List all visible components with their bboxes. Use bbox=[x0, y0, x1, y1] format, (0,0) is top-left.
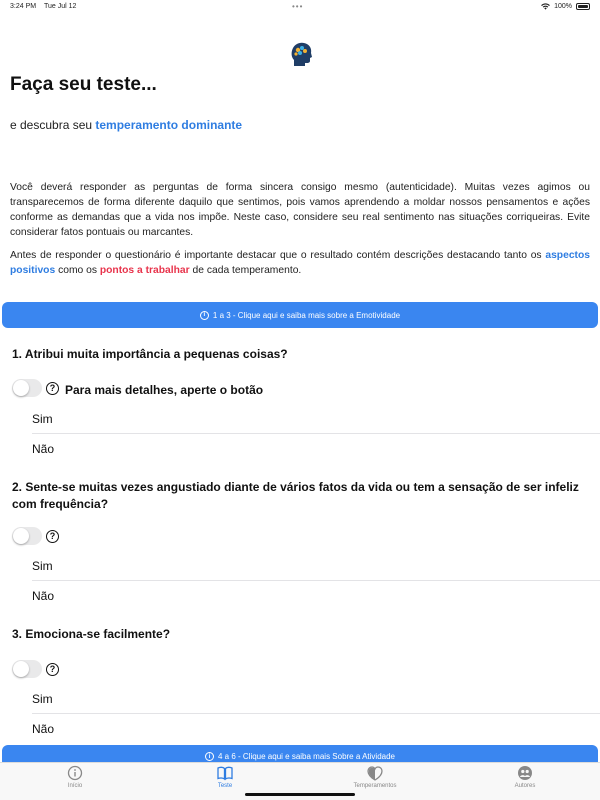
tab-inicio[interactable] bbox=[0, 763, 150, 800]
status-right bbox=[541, 3, 590, 10]
intro-paragraph-1: Você deverá responder as perguntas de forma sincera consigo mesmo (autenticidade). Muitas vezes agimos ou transparecemos de forma diferente daquilo que sentimos, pois vamos aprendendo a moldar nossos pensamentos e ações conforme as demandas que a vida nos impõe. Neste caso, considere seu real sentimento nas situações corriqueiras. Evite considerar fatos pontuais ou marcantes. bbox=[10, 182, 590, 238]
question-3: 3. Emociona-se facilmente? bbox=[12, 627, 171, 641]
status-time: 3:24 PM bbox=[10, 3, 37, 10]
toggle-hint-label: Para mais detalhes, aperte o botão bbox=[65, 383, 264, 397]
question-2-option-sim[interactable]: Sim bbox=[32, 552, 600, 581]
subtitle-prefix: e descubra seu bbox=[10, 118, 96, 132]
temperamento-dominante-link: temperamento dominante bbox=[95, 118, 243, 132]
question-1: 1. Atribui muita importância a pequenas coisas? bbox=[12, 347, 288, 361]
question-mark-icon: ? bbox=[46, 663, 59, 676]
question-3-details-toggle[interactable] bbox=[12, 660, 42, 678]
info-icon bbox=[67, 765, 83, 781]
people-icon bbox=[517, 765, 533, 781]
question-2-option-nao[interactable]: Não bbox=[32, 588, 55, 603]
question-1-option-nao[interactable]: Não bbox=[32, 441, 55, 456]
question-3-option-nao[interactable]: Não bbox=[32, 721, 55, 736]
question-3-toggle-row bbox=[12, 660, 59, 678]
tab-autores-label: Autores bbox=[514, 783, 536, 789]
tab-inicio-label: Início bbox=[67, 783, 83, 789]
tab-temperamentos-label: Temperamentos bbox=[353, 783, 397, 789]
question-1-toggle-row bbox=[12, 379, 263, 397]
paragraph2-text-3: de cada temperamento. bbox=[189, 265, 302, 276]
info-icon: i bbox=[205, 752, 214, 761]
question-3-option-sim[interactable]: Sim bbox=[32, 685, 600, 714]
page-title: Faça seu teste... bbox=[10, 74, 157, 95]
emotividade-info-label: 1 a 3 - Clique aqui e saiba mais sobre a Emotividade bbox=[212, 310, 401, 320]
question-2-toggle-row bbox=[12, 527, 59, 545]
brain-head-logo-icon bbox=[290, 42, 312, 68]
intro-paragraph-2 bbox=[10, 248, 590, 278]
battery-icon bbox=[576, 3, 590, 10]
question-2: 2. Sente-se muitas vezes angustiado diante de vários fatos da vida ou tem a sensação de ser infeliz com frequência? bbox=[12, 480, 579, 511]
heart-shield-icon bbox=[367, 765, 383, 781]
status-bar bbox=[0, 0, 600, 14]
paragraph2-text-2: como os bbox=[55, 265, 100, 276]
battery-percent: 100% bbox=[554, 3, 572, 10]
wifi-icon bbox=[541, 3, 550, 10]
info-icon: i bbox=[200, 311, 209, 320]
question-1-details-toggle[interactable] bbox=[12, 379, 42, 397]
question-mark-icon: ? bbox=[46, 382, 59, 395]
home-indicator[interactable] bbox=[245, 793, 355, 796]
atividade-info-label: 4 a 6 - Clique aqui e saiba mais Sobre a Atividade bbox=[218, 752, 395, 761]
pontos-a-trabalhar-highlight: pontos a trabalhar bbox=[99, 265, 190, 276]
book-icon bbox=[217, 765, 233, 781]
tab-autores[interactable] bbox=[450, 763, 600, 800]
emotividade-info-button[interactable] bbox=[2, 302, 598, 328]
aspectos-positivos-highlight: aspectos positivos bbox=[10, 250, 590, 276]
page-subtitle bbox=[10, 118, 242, 132]
paragraph2-text-1: Antes de responder o questionário é importante destacar que o resultado contém descrições destacando tanto os bbox=[10, 250, 546, 261]
tab-teste-label: Teste bbox=[217, 783, 233, 789]
question-2-details-toggle[interactable] bbox=[12, 527, 42, 545]
multitasking-dots-icon[interactable]: ••• bbox=[292, 2, 304, 11]
question-1-option-sim[interactable]: Sim bbox=[32, 405, 600, 434]
question-mark-icon: ? bbox=[46, 530, 59, 543]
status-date: Tue Jul 12 bbox=[44, 3, 77, 10]
